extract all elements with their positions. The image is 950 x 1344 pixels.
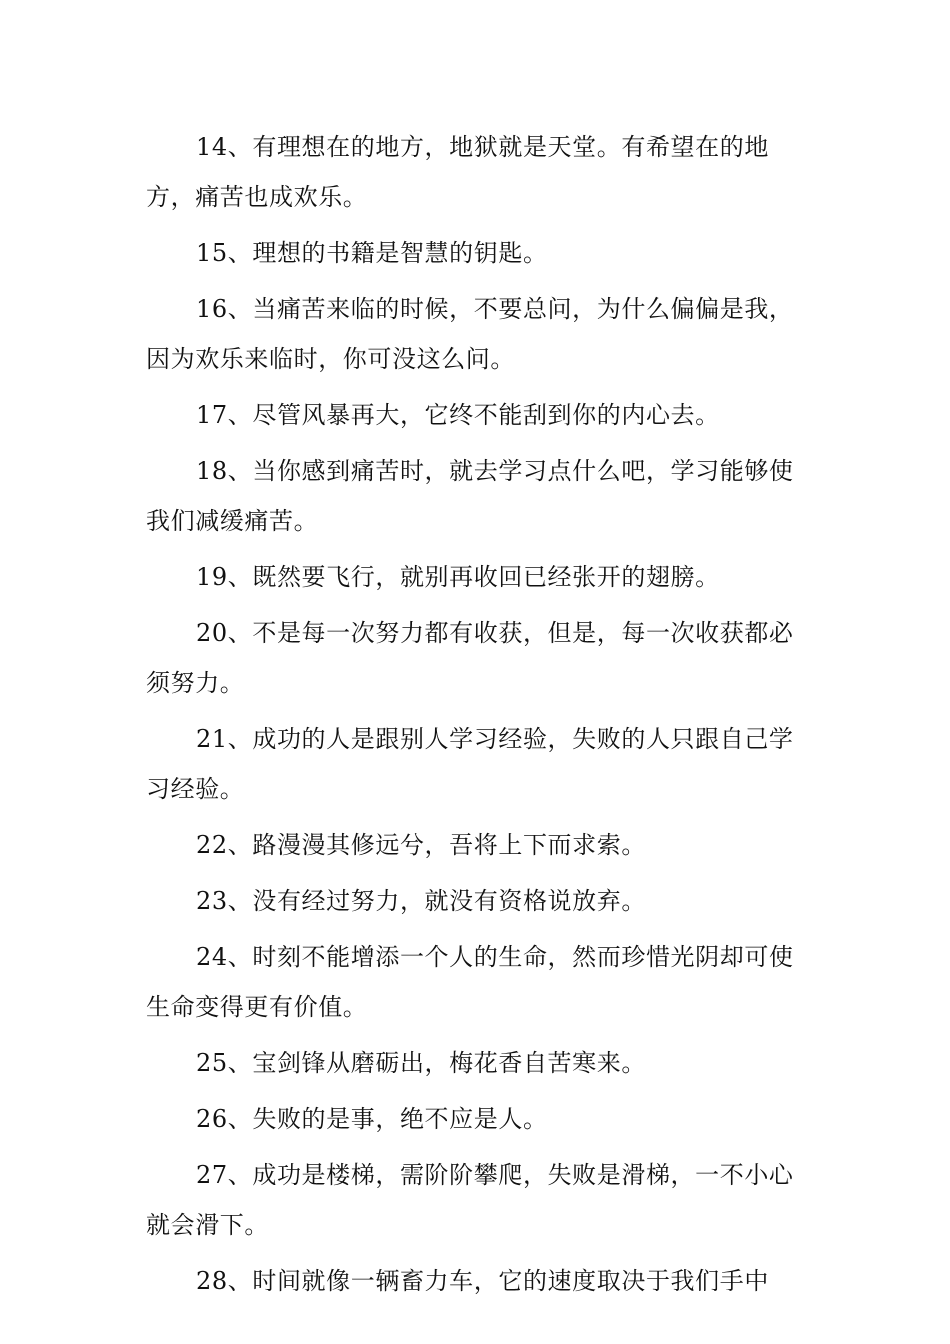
paragraph-23: 23、没有经过努力，就没有资格说放弃。 xyxy=(196,887,646,915)
paragraph-24: 24、时刻不能增添一个人的生命，然而珍惜光阴却可使生命变得更有价值。 xyxy=(146,943,794,1021)
paragraph-26: 26、失败的是事，绝不应是人。 xyxy=(196,1105,548,1133)
paragraph-20: 20、不是每一次努力都有收获，但是，每一次收获都必须努力。 xyxy=(146,619,794,697)
paragraph-27: 27、成功是楼梯，需阶阶攀爬，失败是滑梯，一不小心就会滑下。 xyxy=(146,1161,794,1239)
paragraph-18: 18、当你感到痛苦时，就去学习点什么吧，学习能够使我们减缓痛苦。 xyxy=(146,457,794,535)
paragraph-28: 28、时间就像一辆畜力车，它的速度取决于我们手中 xyxy=(196,1267,769,1295)
paragraph-15: 15、理想的书籍是智慧的钥匙。 xyxy=(196,239,548,267)
paragraph-25: 25、宝剑锋从磨砺出，梅花香自苦寒来。 xyxy=(196,1049,646,1077)
paragraph-19: 19、既然要飞行，就别再收回已经张开的翅膀。 xyxy=(196,563,720,591)
paragraph-22: 22、路漫漫其修远兮，吾将上下而求索。 xyxy=(196,831,646,859)
paragraph-14: 14、有理想在的地方，地狱就是天堂。有希望在的地方，痛苦也成欢乐。 xyxy=(146,133,769,211)
paragraph-16: 16、当痛苦来临的时候，不要总问，为什么偏偏是我，因为欢乐来临时，你可没这么问。 xyxy=(146,295,794,373)
paragraph-21: 21、成功的人是跟别人学习经验，失败的人只跟自己学习经验。 xyxy=(146,725,794,803)
paragraph-17: 17、尽管风暴再大，它终不能刮到你的内心去。 xyxy=(196,401,720,429)
document-body xyxy=(146,122,810,1312)
